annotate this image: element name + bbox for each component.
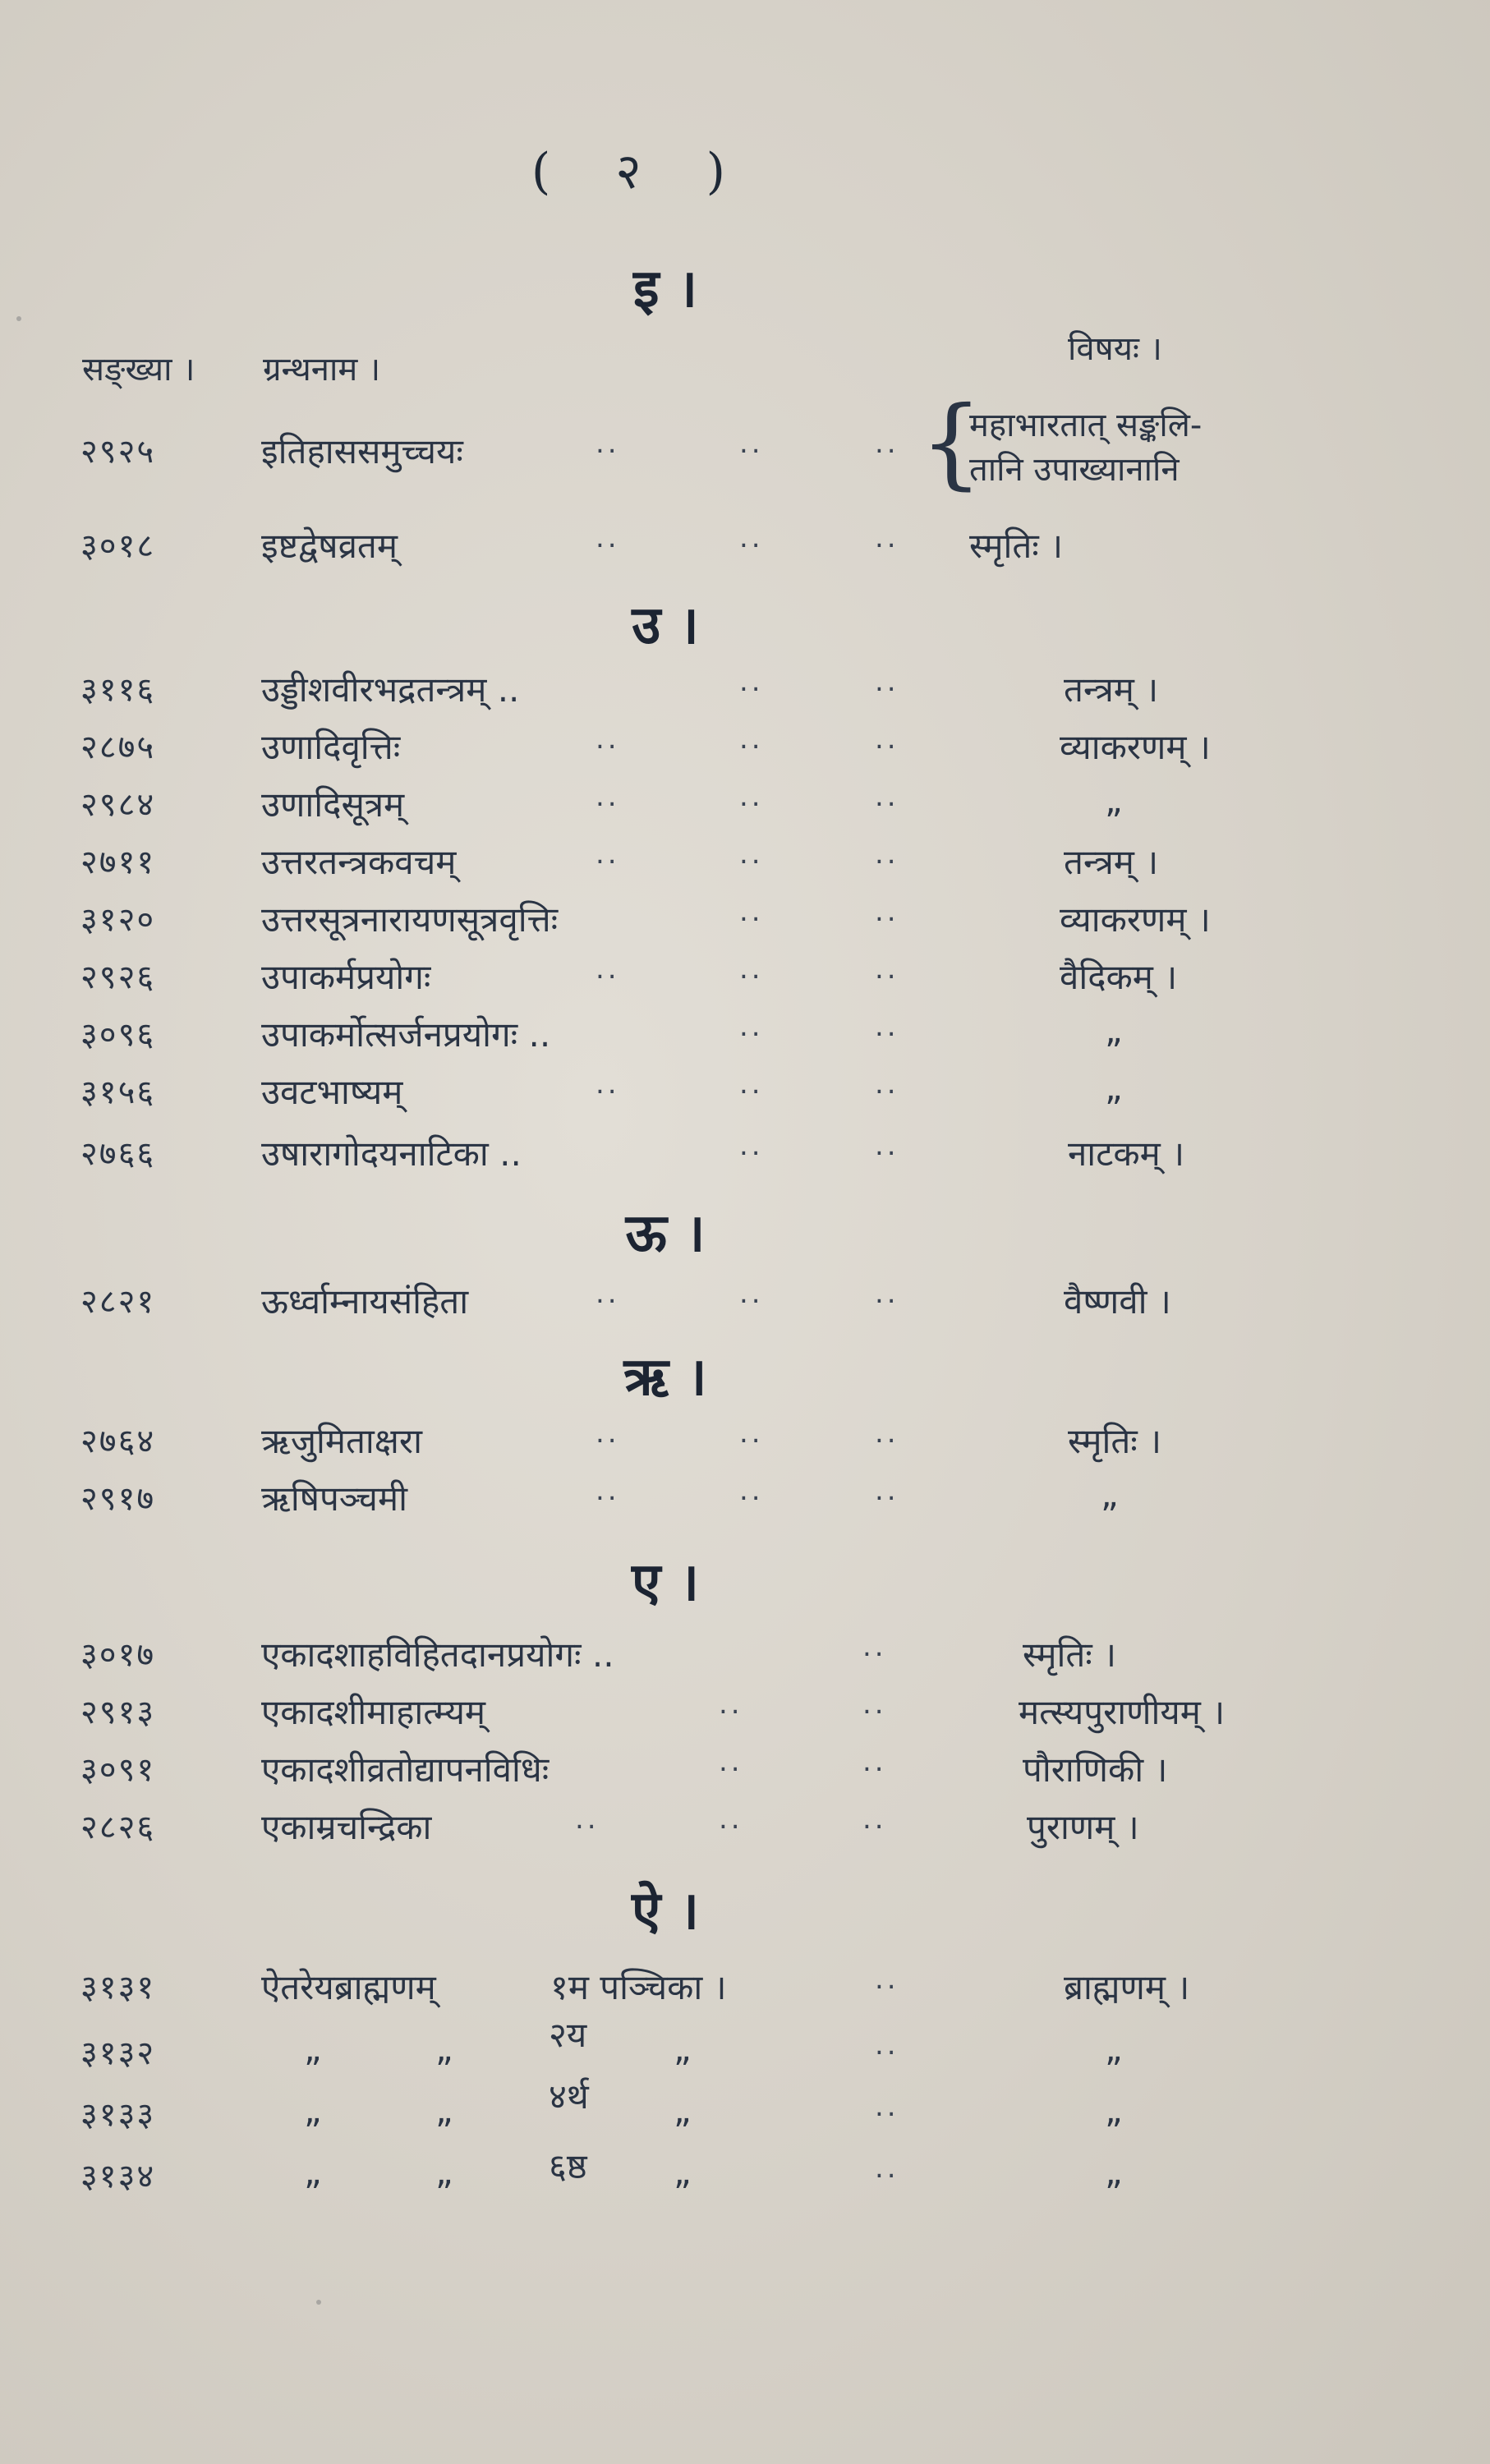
leader-dots: .. xyxy=(875,895,899,928)
row-subject: तन्त्रम् । xyxy=(1064,669,1159,710)
row-title: इतिहाससमुच्चयः xyxy=(261,431,463,471)
leader-dots: .. xyxy=(875,427,899,460)
leader-dots: .. xyxy=(739,895,764,928)
row-part: १म पञ्चिका । xyxy=(550,1967,727,2007)
leader-dots: .. xyxy=(875,2090,899,2123)
table-row xyxy=(0,665,1490,715)
table-row xyxy=(0,522,1490,571)
row-number: ३१३२ xyxy=(80,2034,156,2072)
row-subject: „ xyxy=(1105,2090,1123,2131)
leader-dots: .. xyxy=(596,1474,620,1507)
leader-dots: .. xyxy=(862,1630,887,1663)
section-heading-ri: ऋ । xyxy=(623,1347,707,1408)
row-subject: „ xyxy=(1105,1068,1123,1108)
leader-dots: .. xyxy=(875,1129,899,1162)
row-number: २७११ xyxy=(80,844,156,881)
leader-dots: .. xyxy=(596,1068,620,1101)
row-subject: व्याकरणम् । xyxy=(1060,899,1211,940)
leader-dots: .. xyxy=(875,953,899,986)
row-subject-line: तानि उपाख्यानानि xyxy=(969,451,1180,489)
row-subject: स्मृतिः । xyxy=(1023,1634,1117,1675)
ditto-mark: „ xyxy=(435,2152,453,2192)
row-title: उत्तरसूत्रनारायणसूत्रवृत्तिः xyxy=(261,899,559,940)
row-number: २८२१ xyxy=(80,1283,156,1321)
table-row xyxy=(0,1068,1490,1117)
section-heading-uu: ऊ । xyxy=(625,1203,706,1264)
table-row xyxy=(0,1688,1490,1737)
leader-dots: .. xyxy=(739,780,764,813)
row-subject: „ xyxy=(1105,1010,1123,1050)
leader-dots: .. xyxy=(739,838,764,871)
row-subject: वैदिकम् । xyxy=(1060,957,1178,997)
row-number: ३१२० xyxy=(80,901,156,939)
row-number: ३१३१ xyxy=(80,1969,156,2007)
column-header-name: ग्रन्थनाम । xyxy=(263,351,381,388)
leader-dots: .. xyxy=(719,1688,743,1721)
leader-dots: .. xyxy=(739,953,764,986)
row-title: एकादशीव्रतोद्यापनविधिः xyxy=(261,1749,550,1790)
table-row xyxy=(0,386,1490,500)
row-number: २९२६ xyxy=(80,958,156,996)
row-number: २९१३ xyxy=(80,1694,156,1731)
table-row xyxy=(0,1129,1490,1179)
leader-dots: .. xyxy=(875,723,899,756)
row-title: ऐतरेयब्राह्मणम् xyxy=(261,1967,436,2007)
column-header-subject: विषयः । xyxy=(1068,330,1162,368)
leader-dots: .. xyxy=(739,665,764,698)
leader-dots: .. xyxy=(739,1129,764,1162)
row-title: उपाकर्मप्रयोगः xyxy=(261,957,431,997)
leader-dots: .. xyxy=(596,427,620,460)
row-subject: „ xyxy=(1105,2029,1123,2069)
row-title: ऋजुमिताक्षरा xyxy=(261,1421,422,1461)
leader-dots: .. xyxy=(875,522,899,554)
leader-dots: .. xyxy=(739,522,764,554)
row-subject: मत्स्यपुराणीयम् । xyxy=(1019,1692,1226,1732)
table-row xyxy=(0,2015,1490,2078)
leader-dots: .. xyxy=(575,1803,600,1836)
leader-dots: .. xyxy=(875,1277,899,1310)
row-title: उणादिसूत्रम् xyxy=(261,784,405,825)
row-number: २९२५ xyxy=(80,433,156,471)
table-row xyxy=(0,1277,1490,1326)
row-subject: „ xyxy=(1105,2152,1123,2192)
row-title: उषारागोदयनाटिका .. xyxy=(261,1133,522,1174)
leader-dots: .. xyxy=(596,522,620,554)
leader-dots: .. xyxy=(739,427,764,460)
leader-dots: .. xyxy=(719,1803,743,1836)
table-row xyxy=(0,1474,1490,1524)
table-row xyxy=(0,1803,1490,1852)
table-row xyxy=(0,1745,1490,1795)
table-row xyxy=(0,1630,1490,1680)
leader-dots: .. xyxy=(875,1474,899,1507)
leader-dots: .. xyxy=(875,2152,899,2185)
leader-dots: .. xyxy=(739,1010,764,1043)
section-heading-i: इ । xyxy=(633,259,697,319)
table-row xyxy=(0,895,1490,945)
row-title: एकादशाहविहितदानप्रयोगः .. xyxy=(261,1634,614,1675)
section-heading-e: ए । xyxy=(632,1552,699,1613)
row-number: ३१३४ xyxy=(80,2158,156,2195)
leader-dots: .. xyxy=(862,1688,887,1721)
leader-dots: .. xyxy=(875,1010,899,1043)
leader-dots: .. xyxy=(875,665,899,698)
leader-dots: .. xyxy=(875,780,899,813)
row-number: ३०९६ xyxy=(80,1016,156,1054)
row-number: २८७५ xyxy=(80,729,156,766)
row-title: ऋषिपञ्चमी xyxy=(261,1478,407,1519)
brace: { xyxy=(920,386,983,500)
row-number: २८२६ xyxy=(80,1809,156,1846)
table-row xyxy=(0,838,1490,887)
row-subject: स्मृतिः । xyxy=(969,526,1064,566)
ditto-mark: „ xyxy=(304,2029,322,2069)
ditto-mark: „ xyxy=(435,2090,453,2131)
row-subject: व्याकरणम् । xyxy=(1060,727,1211,767)
leader-dots: .. xyxy=(739,1068,764,1101)
row-number: ३११६ xyxy=(80,671,156,709)
row-number: २७६४ xyxy=(80,1423,156,1460)
row-subject: ब्राह्मणम् । xyxy=(1064,1967,1190,2007)
leader-dots: .. xyxy=(596,838,620,871)
row-number: २९८४ xyxy=(80,786,156,824)
leader-dots: .. xyxy=(875,2029,899,2062)
row-number: ३१५६ xyxy=(80,1073,156,1111)
row-number: २७६६ xyxy=(80,1135,156,1173)
section-heading-ai: ऐ । xyxy=(632,1881,699,1942)
row-title: उपाकर्मोत्सर्जनप्रयोगः .. xyxy=(261,1014,551,1055)
row-part: ६ष्ठ xyxy=(549,2146,587,2186)
row-title: उवटभाष्यम् xyxy=(261,1072,403,1112)
table-row xyxy=(0,1963,1490,2012)
table-row xyxy=(0,2146,1490,2201)
row-title: उड्डीशवीरभद्रतन्त्रम् .. xyxy=(261,669,520,710)
row-number: ३०९१ xyxy=(80,1751,156,1789)
row-part: ४र्थ xyxy=(549,2076,589,2117)
row-subject: „ xyxy=(1101,1474,1119,1515)
ditto-mark: „ xyxy=(674,2152,692,2192)
table-row xyxy=(0,723,1490,772)
leader-dots: .. xyxy=(875,1417,899,1450)
row-number: ३०१८ xyxy=(80,527,156,565)
row-title: उणादिवृत्तिः xyxy=(261,727,401,767)
row-subject: नाटकम् । xyxy=(1068,1133,1184,1174)
row-number: ३१३३ xyxy=(80,2096,156,2134)
row-subject: तन्त्रम् । xyxy=(1064,842,1159,882)
ditto-mark: „ xyxy=(304,2152,322,2192)
leader-dots: .. xyxy=(596,723,620,756)
table-row xyxy=(0,953,1490,1002)
leader-dots: .. xyxy=(739,1417,764,1450)
leader-dots: .. xyxy=(739,1277,764,1310)
leader-dots: .. xyxy=(875,1963,899,1996)
row-number: ३०१७ xyxy=(80,1636,156,1674)
row-subject: पुराणम् । xyxy=(1027,1807,1139,1847)
paper-speck xyxy=(316,2300,321,2305)
row-title: उत्तरतन्त्रकवचम् xyxy=(261,842,457,882)
table-row xyxy=(0,2076,1490,2140)
ditto-mark: „ xyxy=(674,2029,692,2069)
leader-dots: .. xyxy=(596,780,620,813)
page-number: ( २ ) xyxy=(531,143,751,200)
table-row xyxy=(0,1417,1490,1466)
row-subject: स्मृतिः । xyxy=(1068,1421,1162,1461)
leader-dots: .. xyxy=(739,723,764,756)
ditto-mark: „ xyxy=(435,2029,453,2069)
table-row xyxy=(0,1010,1490,1060)
leader-dots: .. xyxy=(875,838,899,871)
row-subject: वैष्णवी । xyxy=(1064,1281,1171,1322)
row-subject-line: महाभारतात् सङ्कलि- xyxy=(969,407,1203,444)
leader-dots: .. xyxy=(862,1803,887,1836)
leader-dots: .. xyxy=(596,1417,620,1450)
ditto-mark: „ xyxy=(674,2090,692,2131)
row-title: इष्टद्वेषव्रतम् xyxy=(261,526,398,566)
leader-dots: .. xyxy=(875,1068,899,1101)
leader-dots: .. xyxy=(719,1745,743,1778)
row-title: एकाम्रचन्द्रिका xyxy=(261,1807,432,1847)
row-title: ऊर्ध्वाम्नायसंहिता xyxy=(261,1281,469,1322)
row-part: २य xyxy=(549,2015,587,2055)
row-number: २९१७ xyxy=(80,1480,156,1518)
column-header-number: सङ्ख्या । xyxy=(82,351,195,388)
row-subject: „ xyxy=(1105,780,1123,821)
row-subject: पौराणिकी । xyxy=(1023,1749,1168,1790)
section-heading-u: उ । xyxy=(632,595,699,656)
leader-dots: .. xyxy=(862,1745,887,1778)
leader-dots: .. xyxy=(739,1474,764,1507)
leader-dots: .. xyxy=(596,1277,620,1310)
table-row xyxy=(0,780,1490,830)
paper-speck xyxy=(16,316,21,321)
leader-dots: .. xyxy=(596,953,620,986)
row-title: एकादशीमाहात्म्यम् xyxy=(261,1692,486,1732)
ditto-mark: „ xyxy=(304,2090,322,2131)
